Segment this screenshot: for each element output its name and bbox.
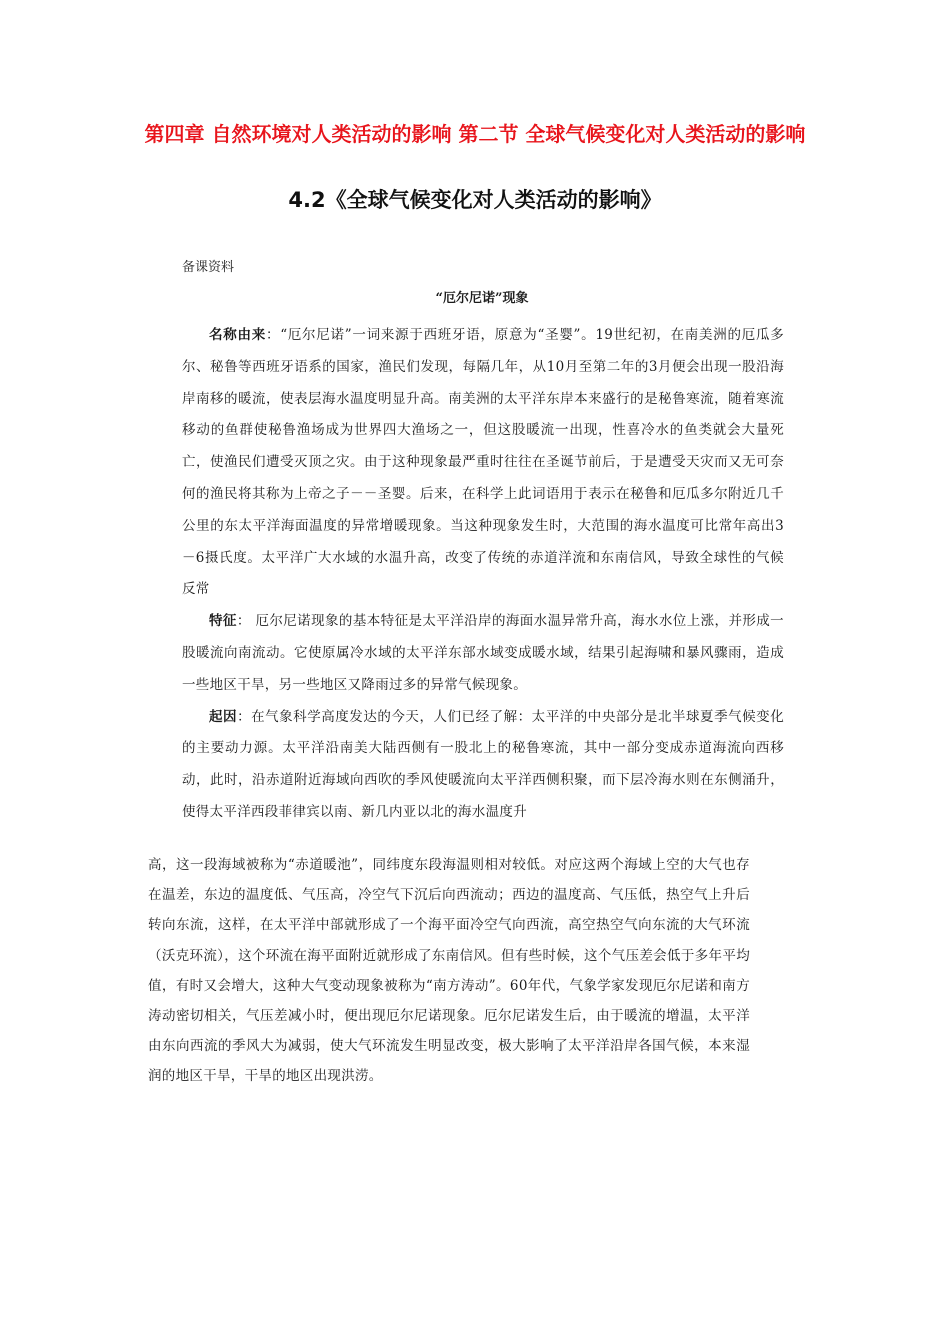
paragraph-features	[182, 606, 784, 701]
cause-text: ：在气象科学高度发达的今天，人们已经了解：太平洋的中央部分是北半球夏季气候变化的主要动力源。太平洋沿南美大陆西侧有一股北上的秘鲁寒流，其中一部分变成赤道海流向西移动，此时，沿赤道附近海域向西吹的季风使暖流向太平洋西侧积聚，而下层冷海水则在东侧涌升，使得太平洋西段菲律宾以南、新几内亚以北的海水温度升	[182, 708, 784, 820]
chapter-title: 第四章 自然环境对人类活动的影响 第二节 全球气候变化对人类活动的影响	[144, 122, 806, 146]
section-title: 4.2《全球气候变化对人类活动的影响》	[288, 188, 662, 212]
continuation-text-block	[148, 850, 750, 1092]
main-text-block	[182, 320, 784, 829]
paragraph-cause	[182, 702, 784, 829]
prep-materials-label: 备课资料	[182, 260, 235, 275]
cause-lead: 起因	[209, 708, 238, 725]
topic-heading: “厄尔尼诺”现象	[435, 291, 529, 306]
features-text: ： 厄尔尼诺现象的基本特征是太平洋沿岸的海面水温异常升高，海水水位上涨，并形成一股暖流向南流动。它使原属冷水域的太平洋东部水域变成暖水域，结果引起海啸和暴风骤雨，造成一些地区干旱，另一些地区又降雨过多的异常气候现象。	[182, 613, 784, 693]
features-lead: 特征	[209, 613, 237, 630]
origin-lead: 名称由来	[209, 327, 266, 343]
origin-text: ：“厄尔尼诺”一词来源于西班牙语，原意为“圣婴”。19世纪初，在南美洲的厄瓜多尔、秘鲁等西班牙语系的国家，渔民们发现，每隔几年，从10月至第二年的3月便会出现一股沿海岸南移的暖流，使表层海水温度明显升高。南美洲的太平洋东岸本来盛行的是秘鲁寒流，随着寒流移动的鱼群使秘鲁渔场成为世界四大渔场之一，但这股暖流一出现，性喜冷水的鱼类就会大量死亡，使渔民们遭受灭顶之灾。由于这种现象最严重时往往在圣诞节前后，于是遭受天灾而又无可奈何的渔民将其称为上帝之子－－圣婴。后来，在科学上此词语用于表示在秘鲁和厄瓜多尔附近几千公里的东太平洋海面温度的异常增暖现象。当这种现象发生时，大范围的海水温度可比常年高出3－6摄氏度。太平洋广大水域的水温升高，改变了传统的赤道洋流和东南信风，导致全球性的气候反常	[182, 327, 785, 598]
paragraph-origin	[182, 320, 784, 606]
paragraph-continuation: 高，这一段海域被称为“赤道暖池”，同纬度东段海温则相对较低。对应这两个海域上空的大气也存在温差，东边的温度低、气压高，冷空气下沉后向西流动；西边的温度高、气压低，热空气上升后转向东流，这样，在太平洋中部就形成了一个海平面冷空气向西流，高空热空气向东流的大气环流（沃克环流），这个环流在海平面附近就形成了东南信风。但有些时候，这个气压差会低于多年平均值，有时又会增大，这种大气变动现象被称为“南方涛动”。60年代，气象学家发现厄尔尼诺和南方涛动密切相关，气压差减小时，便出现厄尔尼诺现象。厄尔尼诺发生后，由于暖流的增温，太平洋由东向西流的季风大为减弱，使大气环流发生明显改变，极大影响了太平洋沿岸各国气候，本来湿润的地区干旱，干旱的地区出现洪涝。	[148, 857, 750, 1085]
